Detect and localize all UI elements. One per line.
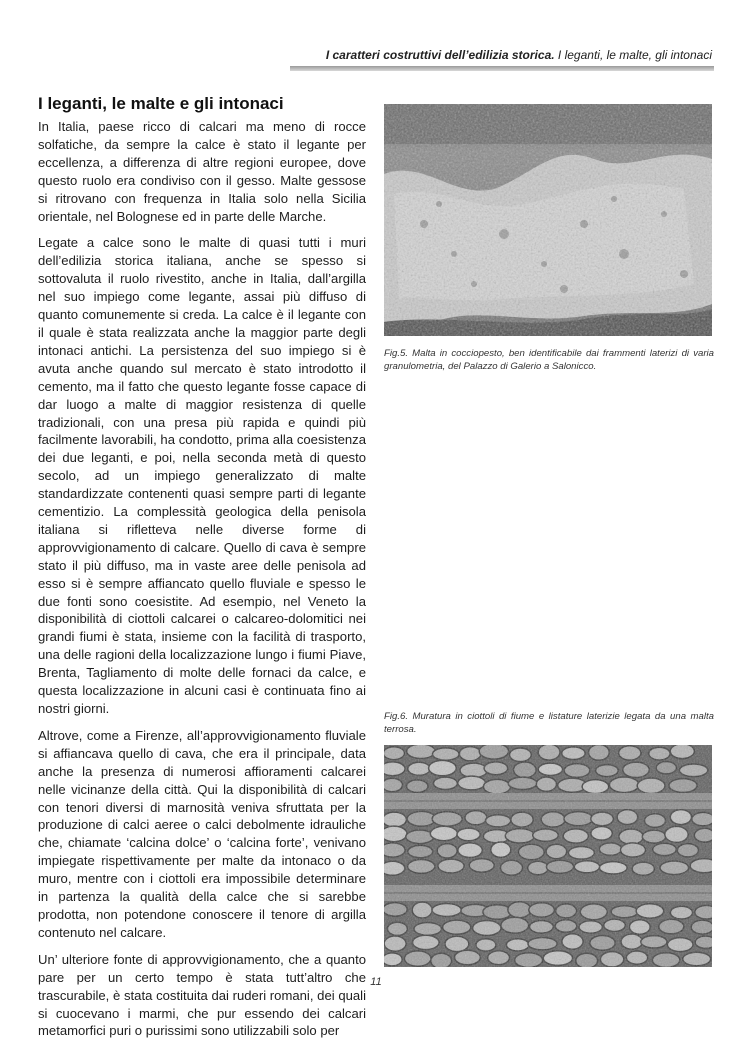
figure-5-caption: Fig.5. Malta in cocciopesto, ben identificabile dai frammenti laterizi di varia granulometria, del Palazzo di Galerio a Salonicco. [384, 348, 714, 372]
running-header-bold: I caratteri costruttivi dell’edilizia storica. [325, 48, 555, 62]
figure-5-mortar-photo [384, 104, 712, 336]
figure-6-masonry-photo [384, 745, 712, 967]
running-header-rest: I leganti, le malte, gli intonaci [554, 48, 712, 62]
paragraph-4: Un’ ulteriore fonte di approvvigionamento, che a quanto pare per un certo tempo è stata tutt’altro che trascurabile, è stata costituita dai ruderi romani, dei quali si cuocevano i marmi, che pur essendo dei calcari metamorfici puri o purissimi sono utilizzabili solo per [38, 951, 366, 1039]
page-number: 11 [370, 976, 382, 988]
article-column [38, 94, 366, 1049]
header-rule [290, 66, 714, 71]
paragraph-2: Legate a calce sono le malte di quasi tutti i muri dell’edilizia storica italiana, anche se spesso si sottovaluta il ruolo rivestito, anche in Italia, dall’argilla nel suo impiego come legante, assai più diffuso di quanto comunemente si creda. La calce è il legante con il quale è stata realizzata anche la maggior parte degli intonaci antichi. La persistenza del suo impiego si è avuta anche quando sul mercato è stato introdotto il cemento, ma il fatto che questo legante fosse capace di dar luogo a malte di maggior resistenza di quelle tradizionali, con una presa più rapida e quindi più facilmente lavorabili, ha condotto, prima alla coesistenza dei due leganti, e poi, nella seconda metà di questo secolo, ad un impiego generalizzato di malte standardizzate contenenti quasi sempre parti di legante cementizio. La complessità geologica della penisola italiana si rifletteva nelle diverse forme di approvvigionamento di calcare. Quello di cava è sempre stato il più diffuso, ma in vaste aree delle penisola ad esso si è sempre affiancato quello fluviale e spesso le due fonti sono coesistite. Ad esempio, nel Veneto la disponibilità di ciottoli calcarei o calcareo-dolomitici nei grandi fiumi è stata, insieme con la facilità di trasporto, una delle ragioni della localizzazione lungo i fiumi Piave, Brenta, Tagliamento di molte delle fornaci da calce, e questa localizzazione in alcuni casi è continuata fino ai nostri giorni. [38, 235, 366, 716]
figure-6-caption: Fig.6. Muratura in ciottoli di fiume e listature laterizie legata da una malta terrosa. [384, 711, 714, 735]
running-header [300, 48, 712, 62]
paragraph-1: In Italia, paese ricco di calcari ma meno di rocce solfatiche, da sempre la calce è stato il legante per eccellenza, a differenza di altre regioni europee, dove questo ruolo era condiviso con il gesso. Malte gessose si ritrovano con frequenza in Italia solo nella Sicilia orientale, nel Bolognese ed in parte delle Marche. [38, 119, 366, 224]
article-heading: I leganti, le malte e gli intonaci [38, 94, 284, 113]
paragraph-3: Altrove, come a Firenze, all’approvvigionamento fluviale si affiancava quello di cava, che era il principale, data anche la presenza di numerosi affioramenti calcarei nelle vicinanze della città. Qui la disponibilità di calcari con tenori diversi di marnosità veniva sfruttata per la produzione di calci aeree o calci debolmente idrauliche che, chiamate ‘calcina dolce’ o ‘calcina forte’, venivano impiegate rispettivamente per malte da intonaco o da muro, mentre con i ciottoli era impossibile determinare in partenza la qualità della calce che si sarebbe prodotta, non potendone conoscere il tenore di argilla contenuto nel calcare. [38, 727, 366, 940]
